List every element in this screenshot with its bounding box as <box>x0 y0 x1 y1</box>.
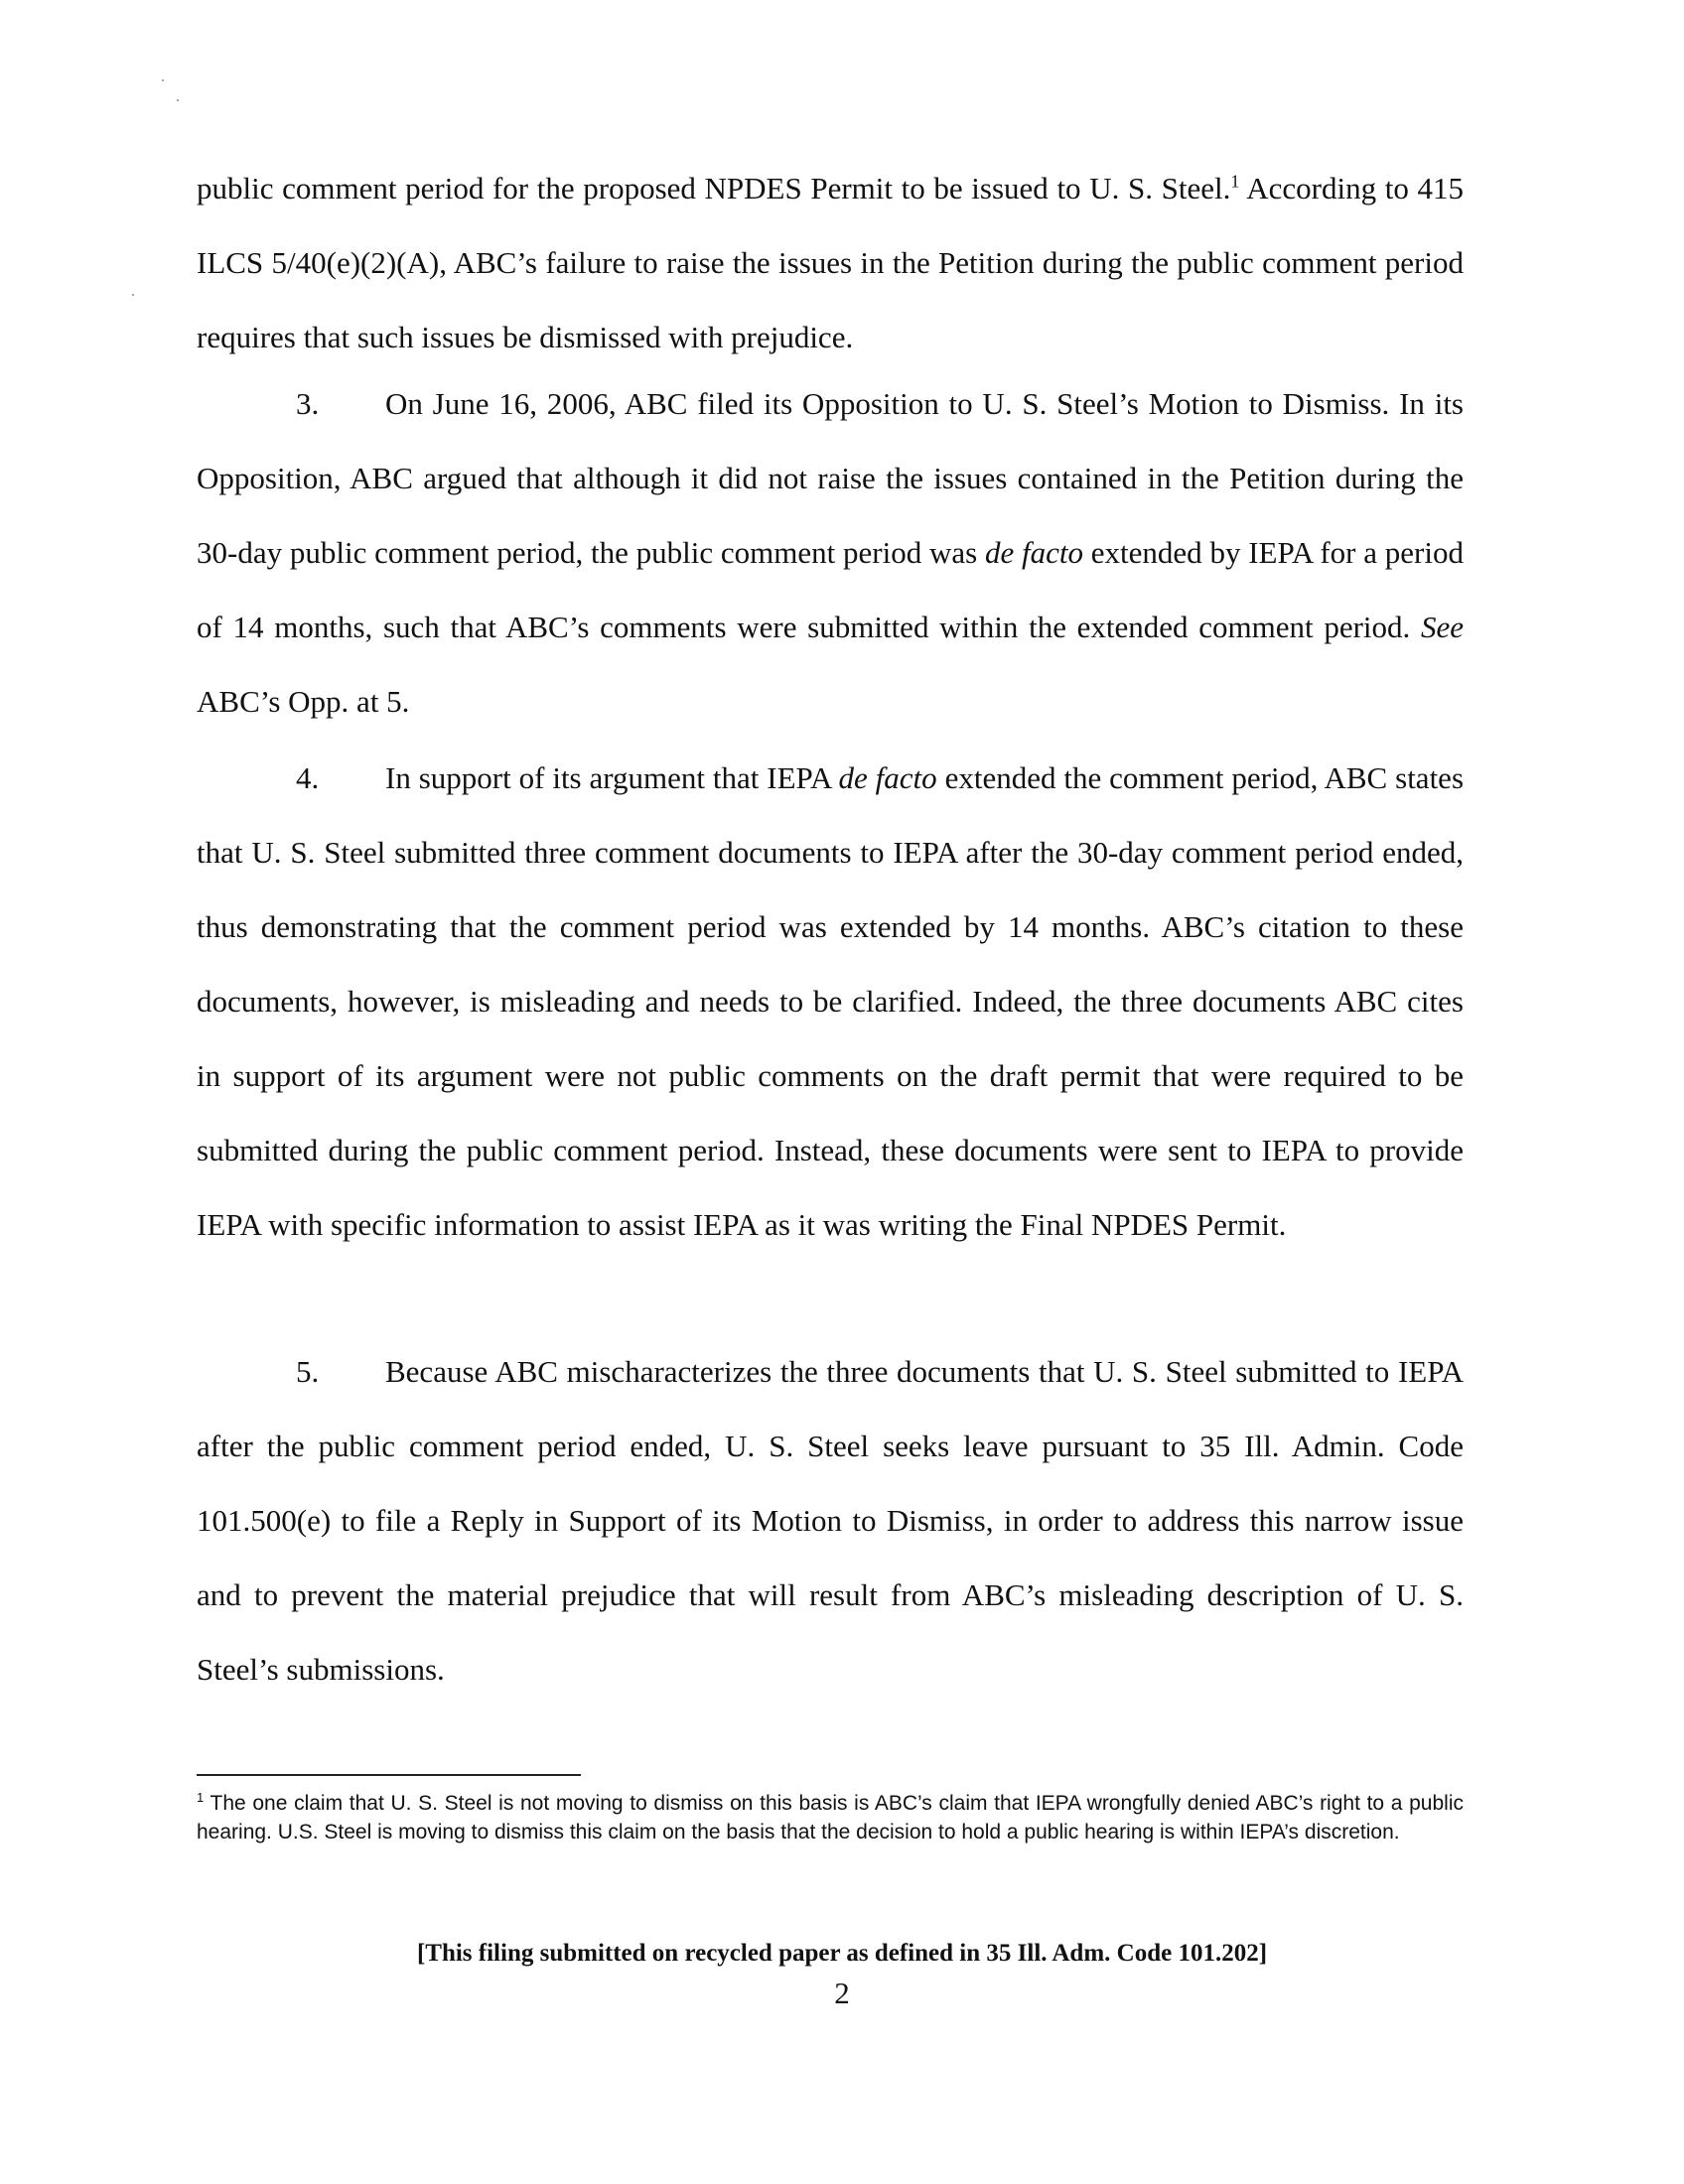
paragraph-text: Because ABC mischaracterizes the three documents that U. S. Steel submitted to IEPA after the public comment period ended, U. S. Steel seeks leave pursuant to 35 Ill. Admin. Code 101.500(e) to file a Reply in Support of its Motion to Dismiss, in order to address this narrow issue and to prevent the material prejudice that will result from ABC’s misleading description of U. S. Steel’s submissions. <box>197 1354 1464 1687</box>
scan-speck <box>132 294 134 296</box>
footnote-marker: 1 <box>197 1790 205 1805</box>
scan-speck <box>162 79 164 81</box>
footnote-divider <box>197 1774 581 1776</box>
continuation-text-a: public comment period for the proposed NPDES Permit to be issued to U. S. Steel. <box>197 171 1231 205</box>
paragraph-text: ABC’s Opp. at 5. <box>197 684 410 719</box>
paragraph-5 <box>197 1334 1464 1706</box>
paragraph-number: 4. <box>296 760 320 795</box>
recycled-paper-notice: [This filing submitted on recycled paper as defined in 35 Ill. Adm. Code 101.202] <box>416 1940 1268 1967</box>
paragraph-4 <box>197 741 1464 1262</box>
page-number: 2 <box>834 1976 850 2010</box>
italic-signal: See <box>1420 610 1464 644</box>
paragraph-number: 3. <box>296 386 320 421</box>
footnote <box>197 1789 1464 1846</box>
paragraph-3 <box>197 366 1464 739</box>
paragraph-text: On June 16, 2006, ABC filed its Opposition to U. S. Steel’s Motion to Dismiss. In its Opposition, ABC argued that although it did not raise the issues contained in the Petition during the 30-day public comment period, the public comment period was <box>197 386 1464 570</box>
italic-term: de facto <box>984 535 1084 570</box>
continuation-paragraph <box>197 151 1464 374</box>
footnote-reference: 1 <box>1230 171 1240 192</box>
scan-speck <box>177 99 179 101</box>
italic-term: de facto <box>838 760 937 795</box>
footnote-text: The one claim that U. S. Steel is not moving to dismiss on this basis is ABC’s claim that IEPA wrongfully denied ABC’s right to a public hearing. U.S. Steel is moving to dismiss this claim on the basis that the decision to hold a public hearing is within IEPA’s discretion. <box>197 1792 1464 1843</box>
paragraph-number: 5. <box>296 1354 320 1389</box>
paragraph-text: In support of its argument that IEPA <box>385 760 839 795</box>
continuation-text-b: According to 415 ILCS 5/40(e)(2)(A), ABC’s failure to raise the issues in the Petition during the public comment period requires that such issues be dismissed with prejudice. <box>197 171 1465 354</box>
paragraph-text: extended the comment period, ABC states that U. S. Steel submitted three comment documents to IEPA after the 30-day comment period ended, thus demonstrating that the comment period was extended by 14 months. ABC’s citation to these documents, however, is misleading and needs to be clarified. Indeed, the three documents ABC cites in support of its argument were not public comments on the draft permit that were required to be submitted during the public comment period. Instead, these documents were sent to IEPA to provide IEPA with specific information to assist IEPA as it was writing the Final NPDES Permit. <box>197 760 1465 1242</box>
paragraph-text: extended by IEPA for a period of 14 months, such that ABC’s comments were submitted within the extended comment period. <box>197 535 1464 644</box>
